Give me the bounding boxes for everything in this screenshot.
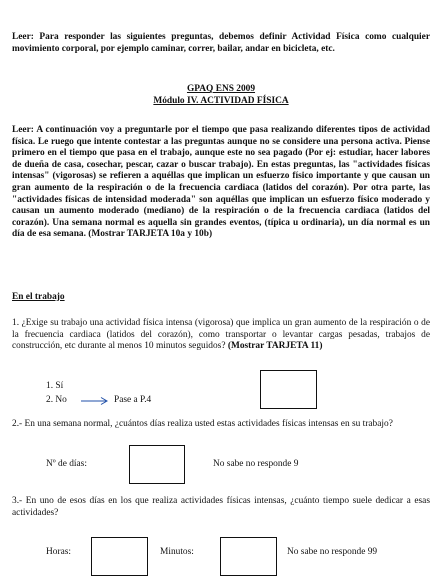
q3-minutes-box[interactable] xyxy=(220,537,277,576)
q2-days-label: Nº de días: xyxy=(46,459,87,469)
instructions-text: Leer: A continuación voy a preguntarle por el tiempo que pasa realizando diferentes tipos de actividad física. Le ruego que intente contestar a las preguntas aunque no se considere una persona activa. Piense primero en el tiempo que pasa en el trabajo, aunque este no sea pagado (Por ej: estudiar, hacer labores de dueña de casa, cosechar, pescar, cazar o buscar trabajo). En estas preguntas, las "actividades físicas intensas" (vigorosas) se refieren a aquéllas que implican un esfuerzo físico importante y que causan un gran aumento de la respiración o de la frecuencia cardiaca (latidos del corazón). Por otra parte, las "actividades físicas de intensidad moderada" son aquéllas que implican un esfuerzo físico moderado y causan un aumento moderado (mediano) de la respiración o de la frecuencia cardiaca (latidos del corazón). Una semana normal es aquella sin grandes eventos, (típica u ordinaria), un día normal es un día de esa semana. (Mostrar TARJETA 10a y 10b) xyxy=(12,125,430,240)
q3-hours-label: Horas: xyxy=(46,547,71,557)
q1-option-yes[interactable]: 1. Sí xyxy=(46,381,64,391)
question-1-card: (Mostrar TARJETA 11) xyxy=(227,341,323,352)
q1-option-no[interactable]: 2. No xyxy=(46,395,67,405)
q2-dont-know: No sabe no responde 9 xyxy=(213,459,299,469)
q3-minutes-label: Minutos: xyxy=(160,547,194,557)
question-1-body: 1. ¿Exige su trabajo una actividad física intensa (vigorosa) que implica un gran aumento de la respiración o de la frecuencia cardiaca (latidos del corazón), como transportar o levantar cargas pesadas, trabajos de construcción, etc durante al menos 10 minutos seguidos? xyxy=(12,318,430,352)
q1-skip-instruction: Pase a P.4 xyxy=(114,395,152,405)
q3-hours-box[interactable] xyxy=(91,537,148,576)
q3-dont-know: No sabe no responde 99 xyxy=(287,547,378,557)
question-3-text: 3.- En uno de esos días en los que realiza actividades físicas intensas, ¿cuánto tiempo suele dedicar a esas actividades? xyxy=(12,496,430,518)
header-line1: GPAQ ENS 2009 xyxy=(186,84,256,94)
skip-arrow-icon xyxy=(80,396,110,406)
header-line2: Módulo IV. ACTIVIDAD FÍSICA xyxy=(153,96,289,106)
section-title: En el trabajo xyxy=(12,292,65,302)
intro-text: Leer: Para responder las siguientes preguntas, debemos definir Actividad Física como cualquier movimiento corporal, por ejemplo caminar, correr, bailar, andar en bicicleta, etc. xyxy=(12,32,430,54)
q2-days-box[interactable] xyxy=(129,445,185,484)
q1-answer-box[interactable] xyxy=(260,370,317,409)
question-2-text: 2.- En una semana normal, ¿cuántos días realiza usted estas actividades físicas intensas en su trabajo? xyxy=(12,419,393,429)
question-1-text xyxy=(12,318,430,353)
